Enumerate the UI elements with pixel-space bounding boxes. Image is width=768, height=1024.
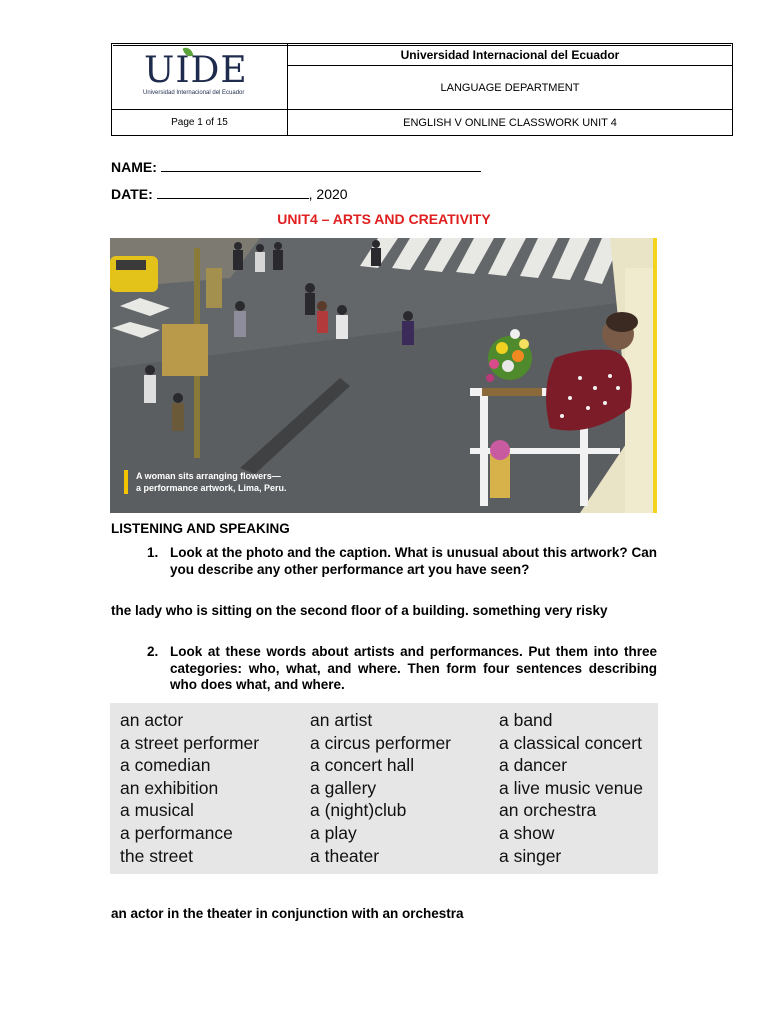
word-column-2 — [310, 709, 451, 867]
word-item: a gallery — [310, 777, 377, 798]
word-column-1 — [120, 709, 259, 867]
word-item: a concert hall — [310, 755, 415, 776]
vocabulary-box — [110, 703, 658, 874]
date-year: , 2020 — [308, 186, 348, 202]
question-number: 1. — [147, 545, 159, 560]
word-column-3 — [499, 709, 643, 867]
word-item: a theater — [310, 845, 380, 866]
caption-line-1: A woman sits arranging flowers— — [136, 471, 281, 481]
word-item: a classical concert — [499, 732, 642, 753]
answer-2: an actor in the theater in conjunction with an orchestra — [111, 906, 464, 921]
word-item: a dancer — [499, 755, 568, 776]
word-item: an artist — [310, 710, 373, 730]
question-1 — [147, 545, 657, 578]
section-title: LISTENING AND SPEAKING — [111, 521, 290, 536]
name-field — [111, 157, 481, 175]
date-line[interactable] — [157, 184, 309, 199]
word-item: an orchestra — [499, 800, 597, 821]
word-item: an exhibition — [120, 777, 219, 798]
word-item: a performance — [120, 822, 233, 843]
course-title: ENGLISH V ONLINE CLASSWORK UNIT 4 — [403, 116, 617, 129]
word-item: a musical — [120, 800, 194, 821]
date-field — [111, 184, 348, 202]
word-item: a singer — [499, 845, 562, 866]
date-label: DATE: — [111, 186, 153, 202]
word-item: a circus performer — [310, 732, 452, 753]
performance-art-photo — [110, 238, 657, 513]
answer-1: the lady who is sitting on the second floor of a building. something very risky — [111, 603, 608, 618]
university-logo: UIDE — [144, 50, 248, 91]
word-item: a (night)club — [310, 800, 407, 821]
word-item: a band — [499, 710, 553, 730]
word-item: a comedian — [120, 755, 211, 776]
question-2 — [147, 644, 657, 694]
word-item: a play — [310, 822, 357, 843]
university-name: Universidad Internacional del Ecuador — [288, 44, 732, 66]
header-table — [111, 43, 733, 136]
question-text: Look at these words about artists and performances. Put them into three categories: who, what, and where. Then form four sentences describing who does what, and where. — [170, 644, 657, 692]
caption-line-2: a performance artwork, Lima, Peru. — [136, 483, 287, 493]
name-label: NAME: — [111, 159, 157, 175]
photo-caption — [124, 470, 287, 494]
question-text: Look at the photo and the caption. What is unusual about this artwork? Can you describe any other performance art you have seen? — [170, 545, 657, 577]
unit-title: UNIT4 – ARTS AND CREATIVITY — [277, 211, 491, 227]
word-item: a show — [499, 822, 555, 843]
logo-subtext: Universidad Internacional del Ecuador — [143, 90, 245, 96]
header-double-rule — [113, 45, 731, 46]
word-item: an actor — [120, 710, 184, 730]
word-item: the street — [120, 845, 193, 866]
word-item: a live music venue — [499, 777, 643, 798]
word-item: a street performer — [120, 732, 260, 753]
name-line[interactable] — [161, 157, 481, 172]
question-number: 2. — [147, 644, 159, 659]
page-number: Page 1 of 15 — [112, 110, 288, 135]
department-name: LANGUAGE DEPARTMENT — [288, 66, 732, 110]
logo-cell — [112, 44, 288, 110]
